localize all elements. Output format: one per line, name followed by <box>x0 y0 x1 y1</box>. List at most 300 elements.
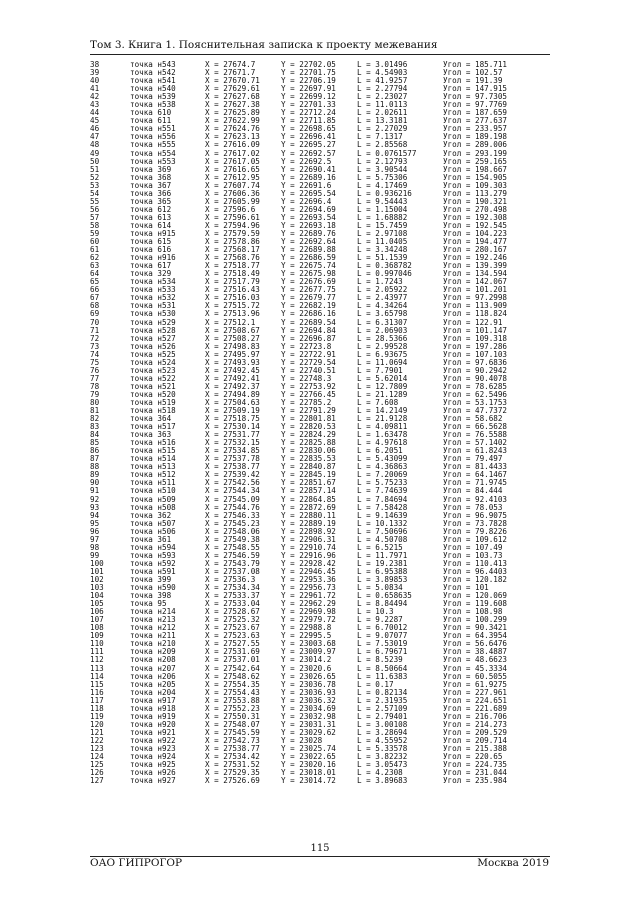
x-coordinate: X = 27545.23 <box>205 518 260 528</box>
x-coordinate: X = 27548.06 <box>205 526 260 536</box>
row-number: 86 <box>90 446 100 456</box>
point-name: точка 612 <box>130 204 172 214</box>
segment-length: L = 1.15004 <box>357 204 408 214</box>
point-name: точка н532 <box>130 293 176 303</box>
point-name: точка 611 <box>130 116 172 126</box>
angle-value: Угол = 189.198 <box>443 132 508 142</box>
angle-value: Угол = 45.3334 <box>443 663 508 673</box>
segment-length: L = 7.1317 <box>357 132 403 142</box>
angle-value: Угол = 227.961 <box>443 687 508 697</box>
angle-value: Угол = 90.3421 <box>443 623 508 633</box>
angle-value: Угол = 61.9275 <box>443 679 508 689</box>
y-coordinate: Y = 22906.31 <box>281 534 336 544</box>
y-coordinate: Y = 23003.68 <box>281 639 336 649</box>
point-name: точка н212 <box>130 623 176 633</box>
row-number: 92 <box>90 494 100 504</box>
segment-length: L = 3.34248 <box>357 245 408 255</box>
point-name: точка н515 <box>130 446 176 456</box>
row-number: 38 <box>90 60 100 69</box>
angle-value: Угол = 97.7769 <box>443 100 508 110</box>
segment-length: L = 2.31935 <box>357 695 408 705</box>
angle-value: Угол = 109.612 <box>443 534 508 544</box>
row-number: 103 <box>90 583 104 593</box>
y-coordinate: Y = 22689.88 <box>281 245 336 255</box>
row-number: 42 <box>90 92 100 102</box>
y-coordinate: Y = 22995.5 <box>281 631 332 641</box>
angle-value: Угол = 64.1467 <box>443 470 508 480</box>
point-name: точка н513 <box>130 462 176 472</box>
y-coordinate: Y = 22845.19 <box>281 470 336 480</box>
y-coordinate: Y = 22676.69 <box>281 277 336 287</box>
x-coordinate: X = 27616.65 <box>205 164 260 174</box>
angle-value: Угол = 84.444 <box>443 486 503 496</box>
row-number: 101 <box>90 566 104 576</box>
x-coordinate: X = 27549.38 <box>205 534 260 544</box>
y-coordinate: Y = 23036.78 <box>281 679 336 689</box>
point-name: точка н554 <box>130 148 176 158</box>
y-coordinate: Y = 22857.14 <box>281 486 336 496</box>
point-name: точка 329 <box>130 269 172 279</box>
angle-value: Угол = 221.689 <box>443 703 508 713</box>
x-coordinate: X = 27530.14 <box>205 422 260 432</box>
segment-length: L = 2.02611 <box>357 108 408 118</box>
point-name: точка н507 <box>130 518 176 528</box>
segment-length: L = 5.75306 <box>357 172 408 182</box>
point-name: точка н555 <box>130 140 176 150</box>
segment-length: L = 5.0834 <box>357 583 403 593</box>
angle-value: Угол = 110.413 <box>443 558 508 568</box>
row-number: 79 <box>90 389 100 399</box>
row-number: 73 <box>90 341 100 351</box>
angle-value: Угол = 38.4887 <box>443 647 508 657</box>
angle-value: Угол = 78.6285 <box>443 381 508 391</box>
x-coordinate: X = 27548.62 <box>205 671 260 681</box>
y-coordinate: Y = 22695.27 <box>281 140 336 150</box>
angle-value: Угол = 108.98 <box>443 607 503 617</box>
y-coordinate: Y = 22711.85 <box>281 116 336 126</box>
y-coordinate: Y = 22766.45 <box>281 389 336 399</box>
angle-value: Угол = 235.984 <box>443 776 508 786</box>
row-number: 48 <box>90 140 100 150</box>
y-coordinate: Y = 22696.4 <box>281 196 332 206</box>
angle-value: Угол = 216.706 <box>443 711 508 721</box>
x-coordinate: X = 27538.77 <box>205 462 260 472</box>
angle-value: Угол = 96.9075 <box>443 510 508 520</box>
y-coordinate: Y = 23020.16 <box>281 760 336 770</box>
y-coordinate: Y = 22729.54 <box>281 357 336 367</box>
angle-value: Угол = 64.3954 <box>443 631 508 641</box>
x-coordinate: X = 27508.27 <box>205 333 260 343</box>
x-coordinate: X = 27542.73 <box>205 735 260 745</box>
segment-length: L = 2.79401 <box>357 711 408 721</box>
x-coordinate: X = 27607.74 <box>205 180 260 190</box>
segment-length: L = 1.7243 <box>357 277 403 287</box>
row-number: 106 <box>90 607 104 617</box>
segment-length: L = 7.84694 <box>357 494 408 504</box>
x-coordinate: X = 27546.33 <box>205 510 260 520</box>
point-name: точка н553 <box>130 156 176 166</box>
y-coordinate: Y = 22864.85 <box>281 494 336 504</box>
angle-value: Угол = 73.7828 <box>443 518 508 528</box>
segment-length: L = 11.0113 <box>357 100 408 110</box>
segment-length: L = 5.43099 <box>357 454 408 464</box>
row-number: 82 <box>90 414 100 424</box>
angle-value: Угол = 102.57 <box>443 68 503 78</box>
row-number: 63 <box>90 261 100 271</box>
point-name: точка 366 <box>130 188 172 198</box>
row-number: 98 <box>90 542 100 552</box>
segment-length: L = 21.1289 <box>357 389 408 399</box>
angle-value: Угол = 120.182 <box>443 575 508 584</box>
segment-length: L = 9.07077 <box>357 631 408 641</box>
y-coordinate: Y = 22961.72 <box>281 591 336 601</box>
x-coordinate: X = 27515.72 <box>205 301 260 311</box>
row-number: 43 <box>90 100 100 110</box>
segment-length: L = 2.27029 <box>357 124 408 134</box>
row-number: 39 <box>90 68 100 78</box>
y-coordinate: Y = 22785.2 <box>281 397 332 407</box>
segment-length: L = 4.09811 <box>357 422 408 432</box>
angle-value: Угол = 190.321 <box>443 196 508 206</box>
x-coordinate: X = 27545.09 <box>205 494 260 504</box>
y-coordinate: Y = 22712.24 <box>281 108 336 118</box>
point-name: точка н594 <box>130 542 176 552</box>
x-coordinate: X = 27616.09 <box>205 140 260 150</box>
y-coordinate: Y = 22791.29 <box>281 406 336 416</box>
point-name: точка н523 <box>130 365 176 375</box>
x-coordinate: X = 27528.67 <box>205 607 260 617</box>
y-coordinate: Y = 22748.3 <box>281 373 332 383</box>
x-coordinate: X = 27492.37 <box>205 381 260 391</box>
x-coordinate: X = 27627.68 <box>205 92 260 102</box>
y-coordinate: Y = 22682.19 <box>281 301 336 311</box>
x-coordinate: X = 27531.52 <box>205 760 260 770</box>
segment-length: L = 0.17 <box>357 679 394 689</box>
y-coordinate: Y = 22830.06 <box>281 446 336 456</box>
y-coordinate: Y = 22696.41 <box>281 132 336 142</box>
row-number: 87 <box>90 454 100 464</box>
segment-length: L = 8.5239 <box>357 655 403 665</box>
point-name: точка 610 <box>130 108 172 118</box>
row-number: 99 <box>90 550 100 560</box>
row-number: 59 <box>90 228 100 238</box>
y-coordinate: Y = 22910.74 <box>281 542 336 552</box>
angle-value: Угол = 192.308 <box>443 212 508 222</box>
segment-length: L = 7.74639 <box>357 486 408 496</box>
y-coordinate: Y = 22753.92 <box>281 381 336 391</box>
point-name: точка н538 <box>130 100 176 110</box>
y-coordinate: Y = 22702.05 <box>281 60 336 69</box>
angle-value: Угол = 104.223 <box>443 228 508 238</box>
row-number: 74 <box>90 349 100 359</box>
point-name: точка н923 <box>130 743 176 753</box>
y-coordinate: Y = 22979.72 <box>281 615 336 625</box>
row-number: 76 <box>90 365 100 375</box>
segment-length: L = 21.9128 <box>357 414 408 424</box>
angle-value: Угол = 71.9745 <box>443 478 508 488</box>
point-name: точка н533 <box>130 285 176 295</box>
angle-value: Угол = 134.594 <box>443 269 508 279</box>
x-coordinate: X = 27671.7 <box>205 68 256 78</box>
row-number: 45 <box>90 116 100 126</box>
segment-length: L = 6.31307 <box>357 317 408 327</box>
footer-city-year: Москва 2019 <box>477 857 549 869</box>
row-number: 80 <box>90 397 100 407</box>
angle-value: Угол = 101 <box>443 583 489 593</box>
point-name: точка н210 <box>130 639 176 649</box>
x-coordinate: X = 27534.42 <box>205 752 260 762</box>
x-coordinate: X = 27532.15 <box>205 438 260 448</box>
point-name: точка 364 <box>130 414 172 424</box>
y-coordinate: Y = 22889.19 <box>281 518 336 528</box>
y-coordinate: Y = 23022.65 <box>281 752 336 762</box>
point-name: точка 367 <box>130 180 172 190</box>
point-name: точка 368 <box>130 172 172 182</box>
segment-length: L = 4.55952 <box>357 735 408 745</box>
y-coordinate: Y = 22686.16 <box>281 309 336 319</box>
row-number: 58 <box>90 220 100 230</box>
y-coordinate: Y = 22699.12 <box>281 92 336 102</box>
segment-length: L = 3.90544 <box>357 164 408 174</box>
x-coordinate: X = 27548.55 <box>205 542 260 552</box>
segment-length: L = 2.97108 <box>357 228 408 238</box>
point-name: точка 398 <box>130 591 172 601</box>
y-coordinate: Y = 22988.8 <box>281 623 332 633</box>
point-name: точка н517 <box>130 422 176 432</box>
angle-value: Угол = 277.637 <box>443 116 508 126</box>
y-coordinate: Y = 23028 <box>281 735 323 745</box>
y-coordinate: Y = 22689.76 <box>281 228 336 238</box>
y-coordinate: Y = 22740.51 <box>281 365 336 375</box>
angle-value: Угол = 142.067 <box>443 277 508 287</box>
point-name: точка н927 <box>130 776 176 786</box>
point-name: точка н522 <box>130 373 176 383</box>
x-coordinate: X = 27542.64 <box>205 663 260 673</box>
y-coordinate: Y = 22851.67 <box>281 478 336 488</box>
segment-length: L = 7.50696 <box>357 526 408 536</box>
y-coordinate: Y = 22969.98 <box>281 607 336 617</box>
angle-value: Угол = 53.1753 <box>443 397 508 407</box>
angle-value: Угол = 107.49 <box>443 542 503 552</box>
point-name: точка 361 <box>130 534 172 544</box>
row-number: 60 <box>90 237 100 247</box>
point-name: точка 362 <box>130 510 172 520</box>
x-coordinate: X = 27606.36 <box>205 188 260 198</box>
y-coordinate: Y = 22679.77 <box>281 293 336 303</box>
y-coordinate: Y = 22872.69 <box>281 502 336 512</box>
row-number: 116 <box>90 687 104 697</box>
x-coordinate: X = 27553.88 <box>205 695 260 705</box>
row-number: 109 <box>90 631 104 641</box>
x-coordinate: X = 27508.67 <box>205 325 260 335</box>
row-number: 55 <box>90 196 100 206</box>
point-name: точка 613 <box>130 212 172 222</box>
x-coordinate: X = 27516.43 <box>205 285 260 295</box>
x-coordinate: X = 27624.76 <box>205 124 260 134</box>
point-name: точка 615 <box>130 237 172 247</box>
segment-length: L = 6.5215 <box>357 542 403 552</box>
row-number: 85 <box>90 438 100 448</box>
x-coordinate: X = 27542.56 <box>205 478 260 488</box>
point-name: точка н528 <box>130 325 176 335</box>
x-coordinate: X = 27533.37 <box>205 591 260 601</box>
angle-value: Угол = 197.286 <box>443 341 508 351</box>
row-number: 54 <box>90 188 100 198</box>
header-rule <box>90 54 550 55</box>
y-coordinate: Y = 23009.97 <box>281 647 336 657</box>
angle-value: Угол = 66.5628 <box>443 422 508 432</box>
angle-value: Угол = 198.667 <box>443 164 508 174</box>
row-number: 118 <box>90 703 104 713</box>
segment-length: L = 0.82134 <box>357 687 408 697</box>
angle-value: Угол = 97.6836 <box>443 357 508 367</box>
row-number: 65 <box>90 277 100 287</box>
angle-value: Угол = 60.5055 <box>443 671 508 681</box>
point-name: точка 369 <box>130 164 172 174</box>
x-coordinate: X = 27550.31 <box>205 711 260 721</box>
segment-length: L = 3.01496 <box>357 60 408 69</box>
angle-value: Угол = 109.318 <box>443 333 508 343</box>
point-name: точка н213 <box>130 615 176 625</box>
row-number: 97 <box>90 534 100 544</box>
point-name: точка н527 <box>130 333 176 343</box>
row-number: 56 <box>90 204 100 214</box>
segment-length: L = 7.20069 <box>357 470 408 480</box>
y-coordinate: Y = 22840.87 <box>281 462 336 472</box>
point-name: точка н206 <box>130 671 176 681</box>
row-number: 75 <box>90 357 100 367</box>
point-name: точка н530 <box>130 309 176 319</box>
point-name: точка 95 <box>130 599 167 609</box>
x-coordinate: X = 27545.59 <box>205 727 260 737</box>
angle-value: Угол = 103.73 <box>443 550 503 560</box>
x-coordinate: X = 27629.61 <box>205 84 260 94</box>
angle-value: Угол = 259.165 <box>443 156 508 166</box>
angle-value: Угол = 270.498 <box>443 204 508 214</box>
x-coordinate: X = 27495.97 <box>205 349 260 359</box>
x-coordinate: X = 27578.86 <box>205 237 260 247</box>
row-number: 115 <box>90 679 104 689</box>
angle-value: Угол = 79.497 <box>443 454 503 464</box>
row-number: 113 <box>90 663 104 673</box>
y-coordinate: Y = 23034.69 <box>281 703 336 713</box>
x-coordinate: X = 27518.75 <box>205 414 260 424</box>
x-coordinate: X = 27670.71 <box>205 76 260 86</box>
x-coordinate: X = 27523.63 <box>205 631 260 641</box>
angle-value: Угол = 187.659 <box>443 108 508 118</box>
segment-length: L = 0.658635 <box>357 591 412 601</box>
segment-length: L = 3.89853 <box>357 575 408 584</box>
angle-value: Угол = 107.103 <box>443 349 508 359</box>
y-coordinate: Y = 22692.5 <box>281 156 332 166</box>
y-coordinate: Y = 22690.41 <box>281 164 336 174</box>
x-coordinate: X = 27596.61 <box>205 212 260 222</box>
x-coordinate: X = 27534.34 <box>205 583 260 593</box>
x-coordinate: X = 27527.55 <box>205 639 260 649</box>
row-number: 90 <box>90 478 100 488</box>
row-number: 127 <box>90 776 104 786</box>
row-number: 126 <box>90 768 104 778</box>
angle-value: Угол = 122.91 <box>443 317 503 327</box>
row-number: 71 <box>90 325 100 335</box>
row-number: 51 <box>90 164 100 174</box>
angle-value: Угол = 209.714 <box>443 735 508 745</box>
angle-value: Угол = 79.8226 <box>443 526 508 536</box>
y-coordinate: Y = 22686.59 <box>281 253 336 263</box>
point-name: точка н516 <box>130 438 176 448</box>
angle-value: Угол = 192.545 <box>443 220 508 230</box>
angle-value: Угол = 90.2942 <box>443 365 508 375</box>
point-name: точка н551 <box>130 124 176 134</box>
x-coordinate: X = 27534.85 <box>205 446 260 456</box>
segment-length: L = 3.89683 <box>357 776 408 786</box>
point-name: точка н539 <box>130 92 176 102</box>
row-number: 112 <box>90 655 104 665</box>
point-name: точка н590 <box>130 583 176 593</box>
segment-length: L = 11.0694 <box>357 357 408 367</box>
point-name: точка н542 <box>130 68 176 78</box>
row-number: 47 <box>90 132 100 142</box>
x-coordinate: X = 27548.07 <box>205 719 260 729</box>
row-number: 114 <box>90 671 104 681</box>
segment-length: L = 4.36863 <box>357 462 408 472</box>
row-number: 67 <box>90 293 100 303</box>
point-name: точка 363 <box>130 430 172 440</box>
point-name: точка н918 <box>130 703 176 713</box>
point-name: точка н209 <box>130 647 176 657</box>
point-name: точка н207 <box>130 663 176 673</box>
y-coordinate: Y = 22701.75 <box>281 68 336 78</box>
segment-length: L = 4.17469 <box>357 180 408 190</box>
segment-length: L = 0.0761577 <box>357 148 417 158</box>
y-coordinate: Y = 22694.69 <box>281 204 336 214</box>
segment-length: L = 12.7809 <box>357 381 408 391</box>
segment-length: L = 3.65798 <box>357 309 408 319</box>
segment-length: L = 7.58428 <box>357 502 408 512</box>
row-number: 91 <box>90 486 100 496</box>
x-coordinate: X = 27623.13 <box>205 132 260 142</box>
point-name: точка н211 <box>130 631 176 641</box>
x-coordinate: X = 27617.02 <box>205 148 260 158</box>
segment-length: L = 6.79671 <box>357 647 408 657</box>
x-coordinate: X = 27612.95 <box>205 172 260 182</box>
segment-length: L = 9.54443 <box>357 196 408 206</box>
angle-value: Угол = 147.915 <box>443 84 508 94</box>
y-coordinate: Y = 22820.53 <box>281 422 336 432</box>
segment-length: L = 2.06903 <box>357 325 408 335</box>
row-number: 46 <box>90 124 100 134</box>
segment-length: L = 6.2051 <box>357 446 403 456</box>
angle-value: Угол = 90.4078 <box>443 373 508 383</box>
row-number: 50 <box>90 156 100 166</box>
y-coordinate: Y = 23018.01 <box>281 768 336 778</box>
y-coordinate: Y = 22675.74 <box>281 261 336 271</box>
row-number: 81 <box>90 406 100 416</box>
point-name: точка н921 <box>130 727 176 737</box>
segment-length: L = 10.1332 <box>357 518 408 528</box>
segment-length: L = 2.12793 <box>357 156 408 166</box>
x-coordinate: X = 27627.38 <box>205 100 260 110</box>
point-name: точка н529 <box>130 317 176 327</box>
row-number: 78 <box>90 381 100 391</box>
row-number: 119 <box>90 711 104 721</box>
angle-value: Угол = 194.477 <box>443 237 508 247</box>
x-coordinate: X = 27516.03 <box>205 293 260 303</box>
x-coordinate: X = 27513.96 <box>205 309 260 319</box>
row-number: 122 <box>90 735 104 745</box>
angle-value: Угол = 215.388 <box>443 743 508 753</box>
segment-length: L = 5.75233 <box>357 478 408 488</box>
